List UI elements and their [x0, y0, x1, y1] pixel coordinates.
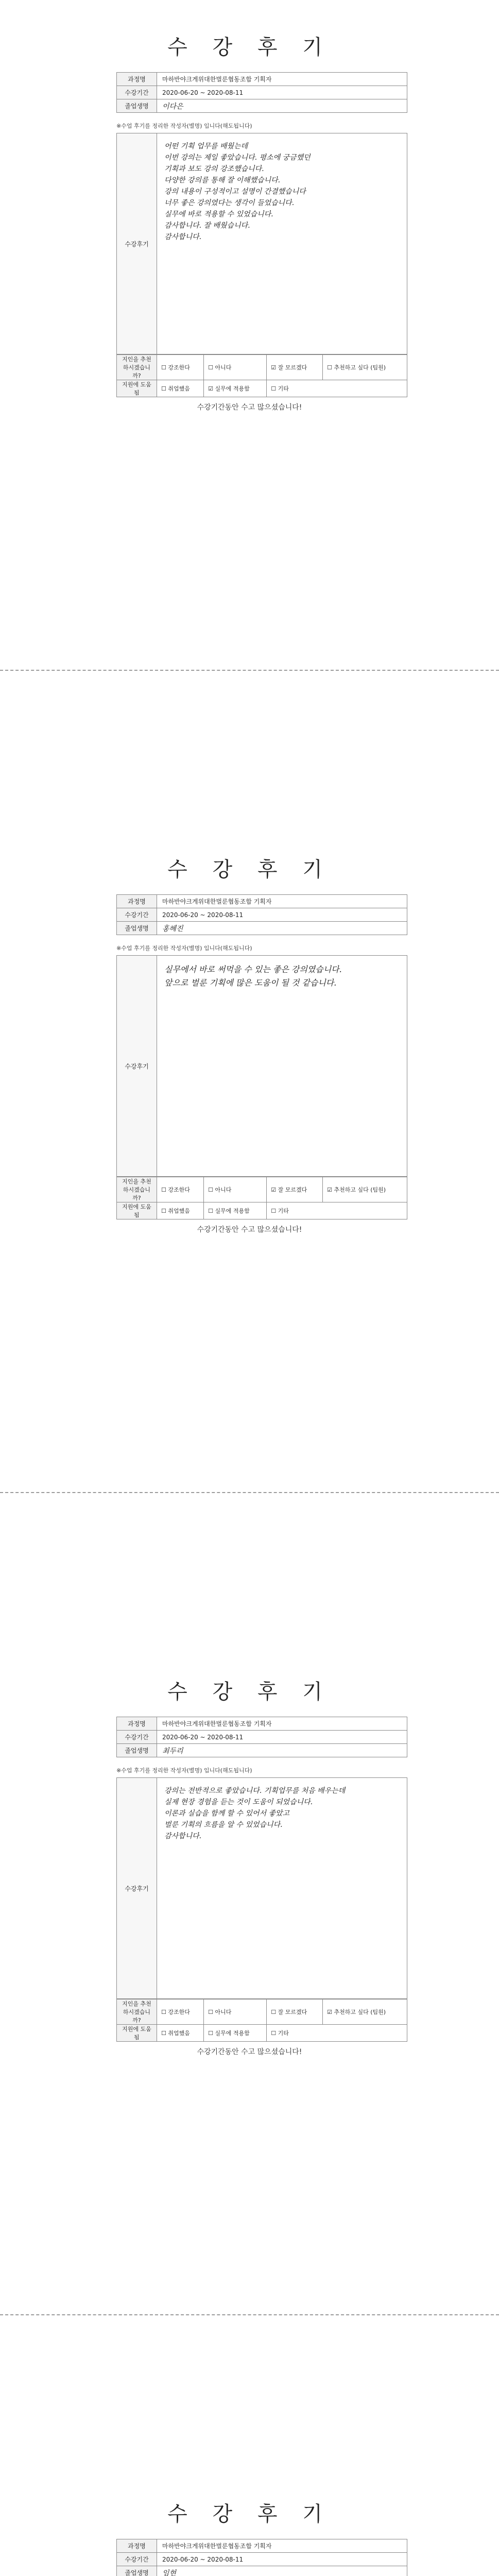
info-table — [116, 2539, 407, 2576]
period-value: 2020-06-20 ~ 2020-08-11 — [157, 2553, 407, 2566]
options-table — [116, 1999, 407, 2042]
course-label: 과정명 — [117, 2539, 157, 2553]
footer-text: 수강기간동안 수고 많으셨습니다! — [197, 1226, 302, 1234]
page-separator — [0, 670, 499, 671]
rec-option-4: ☑ 추천하고 싶다 (팀원) — [323, 1999, 407, 2025]
future-option-1: ☐ 취업했음 — [157, 380, 204, 397]
rec-option-2: ☐ 아니다 — [204, 355, 267, 380]
course-label: 과정명 — [117, 1717, 157, 1731]
name-value: 최두리 — [157, 1744, 407, 1757]
review-text: 실무에서 바로 써먹을 수 있는 좋은 강의였습니다. 앞으로 벌룬 기획에 많은 도움이 될 것 같습니다. — [164, 964, 342, 988]
name-value: 임현 — [157, 2566, 407, 2576]
future-label: 지원에 도움됨 — [117, 2025, 157, 2042]
rec-option-4: ☐ 추천하고 싶다 (팀원) — [323, 355, 407, 380]
page-title: 수 강 후 기 — [167, 2502, 332, 2526]
period-value: 2020-06-20 ~ 2020-08-11 — [157, 86, 407, 99]
options-table — [116, 1177, 407, 1219]
name-label: 졸업생명 — [117, 99, 157, 113]
rec-option-3: ☐ 잘 모르겠다 — [267, 1999, 323, 2025]
review-page-3 — [0, 1645, 499, 2467]
name-label: 졸업생명 — [117, 922, 157, 935]
note-text: ※수업 후기를 정리한 작성자(별명) 입니다(해도됩니다) — [116, 945, 252, 952]
review-box — [116, 1777, 407, 1999]
course-label: 과정명 — [117, 895, 157, 908]
course-value: 마하반야크게위대한벌룬협동조합 기획자 — [157, 73, 407, 86]
future-label: 지원에 도움됨 — [117, 1202, 157, 1219]
footer-text: 수강기간동안 수고 많으셨습니다! — [197, 2048, 302, 2056]
page-title: 수 강 후 기 — [167, 36, 332, 59]
period-label: 수강기간 — [117, 1731, 157, 1744]
future-option-2: ☐ 실무에 적용함 — [204, 2025, 267, 2042]
review-box — [116, 133, 407, 354]
review-page-2 — [0, 822, 499, 1645]
rec-option-3: ☑ 잘 모르겠다 — [267, 1177, 323, 1202]
recommend-label: 지인을 추천하시겠습니까? — [117, 1999, 157, 2025]
name-label: 졸업생명 — [117, 1744, 157, 1757]
future-option-2: ☐ 실무에 적용함 — [204, 1202, 267, 1219]
recommend-label: 지인을 추천하시겠습니까? — [117, 355, 157, 380]
page-title: 수 강 후 기 — [167, 1680, 332, 1704]
page-separator — [0, 2314, 499, 2315]
review-label: 수강후기 — [117, 133, 157, 354]
future-option-3: ☐ 기타 — [267, 380, 407, 397]
rec-option-3: ☑ 잘 모르겠다 — [267, 355, 323, 380]
info-table — [116, 1717, 407, 1757]
future-option-3: ☐ 기타 — [267, 2025, 407, 2042]
info-table — [116, 72, 407, 113]
future-label: 지원에 도움됨 — [117, 380, 157, 397]
review-box — [116, 955, 407, 1177]
course-value: 마하반야크게위대한벌룬협동조합 기획자 — [157, 1717, 407, 1731]
course-value: 마하반야크게위대한벌룬협동조합 기획자 — [157, 895, 407, 908]
page-separator — [0, 1492, 499, 1493]
note-text: ※수업 후기를 정리한 작성자(별명) 입니다(해도됩니다) — [116, 123, 252, 129]
course-label: 과정명 — [117, 73, 157, 86]
options-table — [116, 354, 407, 397]
rec-option-1: ☐ 강조한다 — [157, 1177, 204, 1202]
rec-option-1: ☐ 강조한다 — [157, 1999, 204, 2025]
period-label: 수강기간 — [117, 2553, 157, 2566]
future-option-1: ☐ 취업했음 — [157, 1202, 204, 1219]
footer-text: 수강기간동안 수고 많으셨습니다! — [197, 403, 302, 412]
review-text: 강의는 전반적으로 좋았습니다. 기획업무를 처음 배우는데 실제 현장 경험을 듣는 것이 도움이 되었습니다. 이론과 실습을 함께 할 수 있어서 좋았고 벌룬 기획의 흐름을 알 수 있었습니다. 감사합니다. — [164, 1787, 346, 1840]
info-table — [116, 894, 407, 935]
review-page-4 — [0, 2467, 499, 2576]
future-option-1: ☐ 취업했음 — [157, 2025, 204, 2042]
future-option-3: ☐ 기타 — [267, 1202, 407, 1219]
future-option-2: ☑ 실무에 적용함 — [204, 380, 267, 397]
rec-option-4: ☑ 추천하고 싶다 (팀원) — [323, 1177, 407, 1202]
period-label: 수강기간 — [117, 908, 157, 922]
name-value: 이다은 — [157, 99, 407, 113]
rec-option-2: ☐ 아니다 — [204, 1999, 267, 2025]
rec-option-1: ☐ 강조한다 — [157, 355, 204, 380]
rec-option-2: ☐ 아니다 — [204, 1177, 267, 1202]
review-label: 수강후기 — [117, 1778, 157, 1998]
period-value: 2020-06-20 ~ 2020-08-11 — [157, 908, 407, 922]
review-text: 어떤 기획 업무를 배웠는데 이번 강의는 제일 좋았습니다. 평소에 궁금했던 기획과 보도 강의 강조했습니다. 다양한 강의를 통해 잘 이해했습니다. 강의 내용이 구성적이고 설명이 간결했습니다 너무 좋은 강의였다는 생각이 들었습니다. 실무에 바로 적용할 수 있었습니다. 감사합니다. 잘 배웠습니다. 감사합니다. — [164, 142, 311, 241]
name-label: 졸업생명 — [117, 2566, 157, 2576]
period-label: 수강기간 — [117, 86, 157, 99]
recommend-label: 지인을 추천하시겠습니까? — [117, 1177, 157, 1202]
note-text: ※수업 후기를 정리한 작성자(별명) 입니다(해도됩니다) — [116, 1767, 252, 1774]
course-value: 마하반야크게위대한벌룬협동조합 기획자 — [157, 2539, 407, 2553]
review-label: 수강후기 — [117, 956, 157, 1176]
period-value: 2020-06-20 ~ 2020-08-11 — [157, 1731, 407, 1744]
page-title: 수 강 후 기 — [167, 858, 332, 882]
name-value: 홍혜진 — [157, 922, 407, 935]
review-page-1 — [0, 0, 499, 822]
